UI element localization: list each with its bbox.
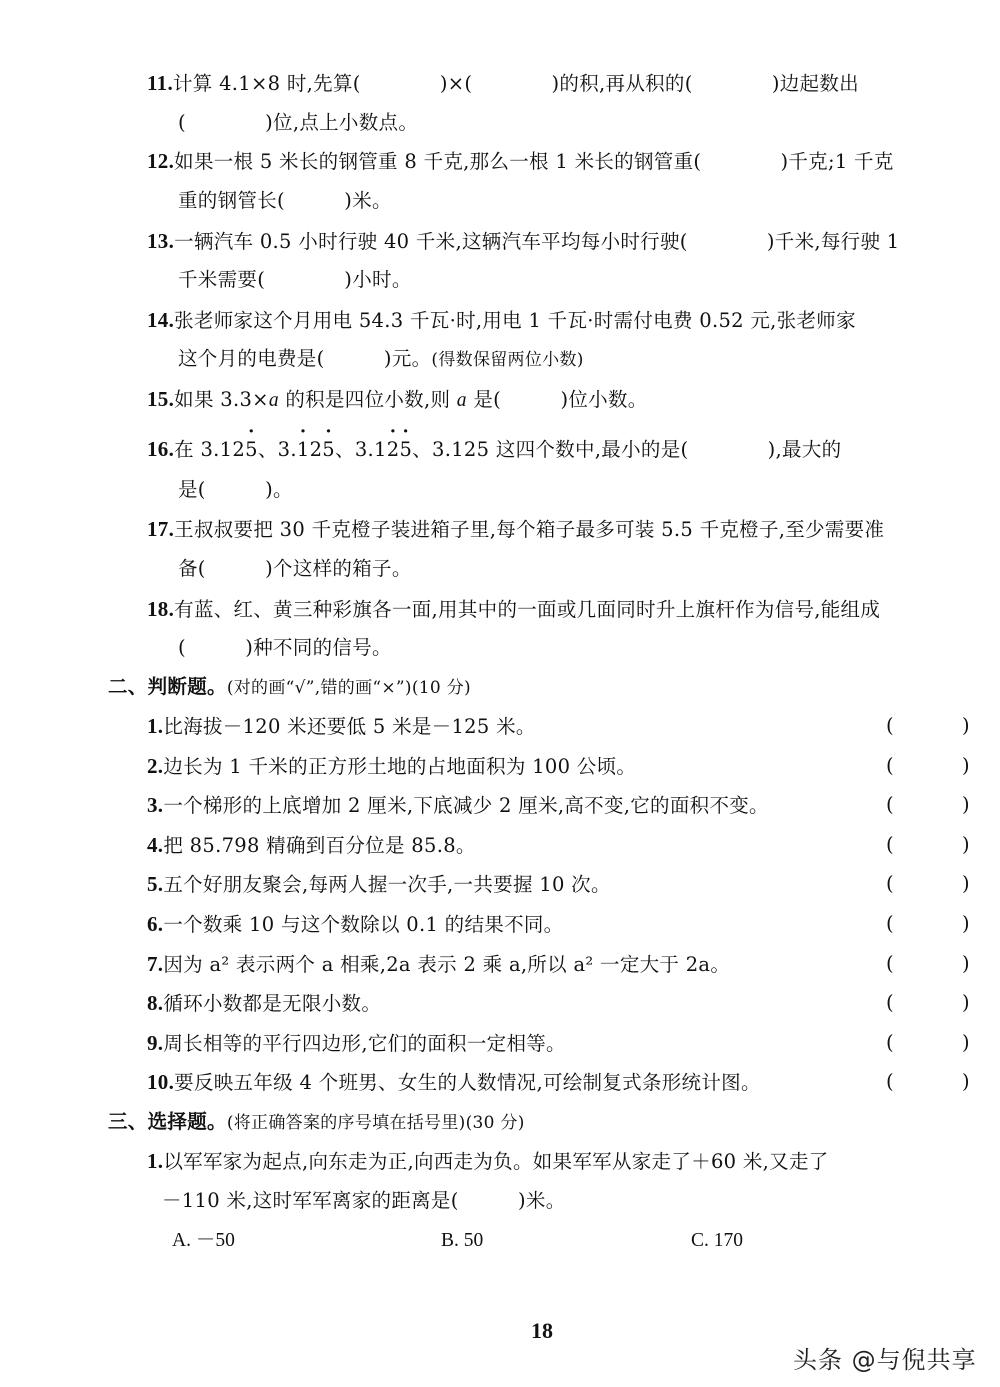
page-number: 18	[531, 1318, 553, 1343]
judgment-item-6	[147, 911, 563, 938]
judgment-item-5	[147, 871, 611, 898]
question-text: ( )种不同的信号。	[178, 636, 392, 659]
item-text: 周长相等的平行四边形,它们的面积一定相等。	[163, 1032, 566, 1055]
question-number: 13.	[147, 229, 175, 253]
question-number: 14.	[147, 308, 175, 332]
section-note: (对的画“√”,错的画“×”)(10 分)	[226, 678, 471, 698]
judgment-item-7	[147, 951, 730, 978]
question-14	[147, 307, 856, 334]
answer-bracket-open[interactable]: (	[886, 872, 894, 895]
rounding-note: (得数保留两位小数)	[431, 350, 584, 370]
answer-bracket-open[interactable]: (	[886, 714, 894, 737]
question-text: 备( )个这样的箱子。	[178, 557, 412, 580]
question-text: 千米需要( )小时。	[178, 268, 412, 291]
item-number: 4.	[147, 833, 164, 857]
question-text-a: 如果 3.3×	[174, 388, 269, 411]
question-13-continued	[178, 267, 412, 293]
question-number: 15.	[147, 387, 175, 411]
answer-bracket-close: )	[962, 912, 970, 935]
section-note: (将正确答案的序号填在括号里)(30 分)	[226, 1113, 525, 1133]
item-number: 2.	[147, 754, 164, 778]
question-number: 18.	[147, 597, 175, 621]
item-number: 6.	[147, 912, 164, 936]
question-text: 如果一根 5 米长的钢管重 8 千克,那么一根 1 米长的钢管重( )千克;1 千克	[174, 150, 894, 173]
question-text: 这个月的电费是( )元。	[178, 347, 432, 370]
question-number: 12.	[147, 149, 175, 173]
question-16: 16.在 3.12· 5、3.· 12· 5、3.1· 2· 5、3.125 这四个数中,最小的是( ),最大的	[147, 436, 841, 463]
choice-question-1-continued	[162, 1188, 566, 1214]
section-title: 三、选择题。	[108, 1110, 227, 1133]
judgment-item-9	[147, 1030, 566, 1057]
item-text: 比海拔－120 米还要低 5 米是－125 米。	[163, 715, 536, 738]
question-text: 计算 4.1×8 时,先算( )×( )的积,再从积的( )边起数出	[173, 72, 859, 95]
item-text: 循环小数都是无限小数。	[163, 992, 382, 1015]
question-text-b: 的积是四位小数,则	[278, 388, 457, 411]
recurring-decimal-2: 3.· 12· 5	[278, 438, 335, 461]
item-text: 五个好朋友聚会,每两人握一次手,一共要握 10 次。	[163, 873, 611, 896]
question-text: 有蓝、红、黄三种彩旗各一面,用其中的一面或几面同时升上旗杆作为信号,能组成	[174, 598, 881, 621]
answer-bracket-open[interactable]: (	[886, 912, 894, 935]
answer-bracket-open[interactable]: (	[886, 952, 894, 975]
answer-bracket-close: )	[962, 1070, 970, 1093]
answer-bracket-close: )	[962, 1031, 970, 1054]
item-text: 一个数乘 10 与这个数除以 0.1 的结果不同。	[163, 913, 564, 936]
section-2-header	[108, 674, 471, 701]
question-number: 17.	[147, 517, 175, 541]
watermark: 头条 @与倪共享	[793, 1346, 977, 1374]
answer-bracket-open[interactable]: (	[886, 793, 894, 816]
option-a[interactable]: A. －50	[172, 1230, 235, 1251]
question-text: 一辆汽车 0.5 小时行驶 40 千米,这辆汽车平均每小时行驶( )千米,每行驶 1	[174, 230, 900, 253]
answer-bracket-close: )	[962, 952, 970, 975]
item-number: 7.	[147, 952, 164, 976]
question-text: 王叔叔要把 30 千克橙子装进箱子里,每个箱子最多可装 5.5 千克橙子,至少需要准	[174, 518, 885, 541]
answer-bracket-open[interactable]: (	[886, 1031, 894, 1054]
section-3-header	[108, 1109, 525, 1136]
question-text: 张老师家这个月用电 54.3 千瓦·时,用电 1 千瓦·时需付电费 0.52 元,张老师家	[174, 309, 856, 332]
question-17-continued	[178, 556, 412, 582]
judgment-item-1	[147, 713, 536, 740]
question-16-continued	[178, 477, 293, 503]
item-number: 3.	[147, 793, 164, 817]
item-number: 8.	[147, 991, 164, 1015]
question-number: 1.	[147, 1149, 164, 1173]
answer-bracket-close: )	[962, 991, 970, 1014]
item-number: 9.	[147, 1031, 164, 1055]
item-text: 因为 a² 表示两个 a 相乘,2a 表示 2 乘 a,所以 a² 一定大于 2a。	[163, 953, 731, 976]
answer-bracket-close: )	[962, 872, 970, 895]
question-18	[147, 596, 880, 623]
option-b[interactable]: B. 50	[441, 1230, 484, 1251]
question-12	[147, 148, 894, 175]
option-c[interactable]: C. 170	[691, 1230, 744, 1251]
section-title: 二、判断题。	[108, 675, 227, 698]
item-text: 一个梯形的上底增加 2 厘米,下底减少 2 厘米,高不变,它的面积不变。	[163, 794, 769, 817]
answer-bracket-open[interactable]: (	[886, 1070, 894, 1093]
question-number: 11.	[147, 71, 173, 95]
choice-question-1	[147, 1148, 829, 1175]
question-11	[147, 70, 859, 97]
question-text: 是( )。	[178, 478, 293, 501]
variable-a: a	[456, 390, 467, 411]
answer-bracket-open[interactable]: (	[886, 754, 894, 777]
question-suffix: 这四个数中,最小的是( ),最大的	[489, 438, 842, 461]
question-13	[147, 228, 900, 255]
question-text: 以军军家为起点,向东走为正,向西走为负。如果军军从家走了＋60 米,又走了	[163, 1150, 829, 1173]
question-15	[147, 386, 648, 414]
answer-bracket-close: )	[962, 793, 970, 816]
recurring-decimal-1: 3.12· 5	[200, 438, 257, 461]
item-number: 1.	[147, 714, 164, 738]
question-17	[147, 516, 884, 543]
question-text-c: 是( )位小数。	[466, 388, 648, 411]
answer-bracket-open[interactable]: (	[886, 833, 894, 856]
answer-bracket-close: )	[962, 754, 970, 777]
judgment-item-10	[147, 1069, 761, 1096]
answer-bracket-close: )	[962, 833, 970, 856]
question-number: 16.	[147, 437, 175, 461]
item-text: 边长为 1 千米的正方形土地的占地面积为 100 公顷。	[163, 755, 637, 778]
question-14-continued	[178, 346, 584, 373]
item-number: 10.	[147, 1070, 175, 1094]
decimal-4: 3.125	[431, 438, 490, 461]
recurring-decimal-3: 3.1· 2· 5	[355, 438, 412, 461]
item-number: 5.	[147, 872, 164, 896]
question-12-continued	[178, 188, 392, 214]
answer-bracket-close: )	[962, 714, 970, 737]
answer-bracket-open[interactable]: (	[886, 991, 894, 1014]
question-18-continued	[178, 635, 392, 661]
question-text: －110 米,这时军军离家的距离是( )米。	[162, 1189, 566, 1212]
item-text: 把 85.798 精确到百分位是 85.8。	[163, 834, 476, 857]
question-prefix: 在	[174, 438, 201, 461]
question-text: ( )位,点上小数点。	[178, 111, 419, 134]
item-text: 要反映五年级 4 个班男、女生的人数情况,可绘制复式条形统计图。	[174, 1071, 761, 1094]
question-text: 重的钢管长( )米。	[178, 189, 392, 212]
judgment-item-3	[147, 792, 769, 819]
judgment-item-8	[147, 990, 381, 1017]
judgment-item-4	[147, 832, 476, 859]
judgment-item-2	[147, 753, 636, 780]
variable-a: a	[268, 390, 279, 411]
question-11-continued	[178, 110, 418, 136]
